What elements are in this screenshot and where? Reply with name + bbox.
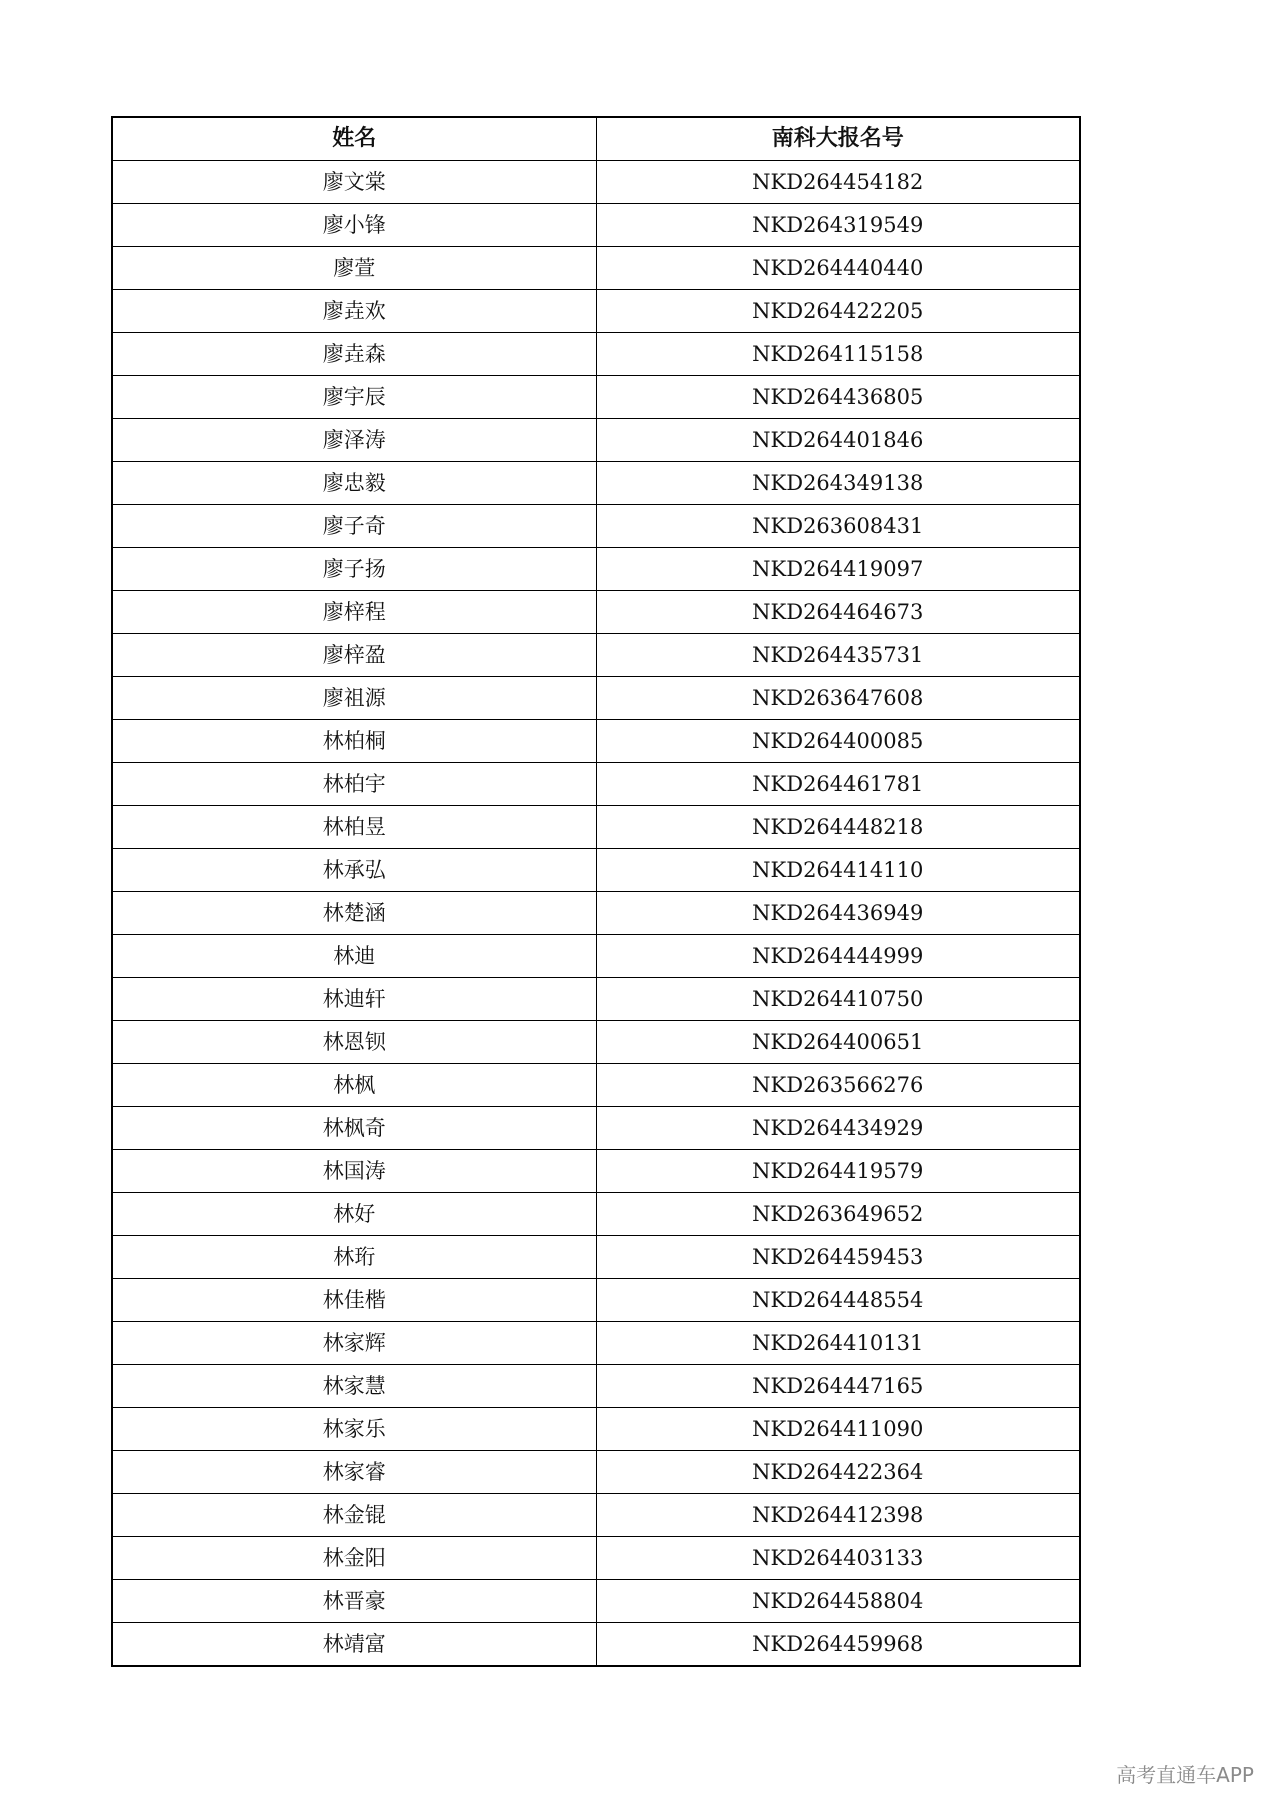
student-name-cell: 林柏桐 [112, 720, 596, 763]
student-name-cell: 林迪轩 [112, 978, 596, 1021]
application-number-cell: NKD264434929 [596, 1107, 1080, 1150]
student-name-cell: 林国涛 [112, 1150, 596, 1193]
student-name-cell: 林家辉 [112, 1322, 596, 1365]
table-row [112, 763, 1080, 806]
application-number-cell: NKD264414110 [596, 849, 1080, 892]
table-row [112, 1150, 1080, 1193]
student-name-cell: 林枫 [112, 1064, 596, 1107]
student-name-cell: 林承弘 [112, 849, 596, 892]
application-number-cell: NKD264448554 [596, 1279, 1080, 1322]
application-number-cell: NKD264440440 [596, 247, 1080, 290]
application-number-cell: NKD264419579 [596, 1150, 1080, 1193]
table-body [112, 161, 1080, 1667]
table-row [112, 548, 1080, 591]
table-row [112, 161, 1080, 204]
table-row [112, 462, 1080, 505]
student-name-cell: 廖祖源 [112, 677, 596, 720]
table-row [112, 1451, 1080, 1494]
application-number-cell: NKD264403133 [596, 1537, 1080, 1580]
table-row [112, 935, 1080, 978]
student-name-cell: 林柏昱 [112, 806, 596, 849]
table-row [112, 1623, 1080, 1667]
application-number-cell: NKD264319549 [596, 204, 1080, 247]
table-row [112, 1021, 1080, 1064]
student-name-cell: 林楚涵 [112, 892, 596, 935]
application-number-cell: NKD264115158 [596, 333, 1080, 376]
student-name-cell: 廖宇辰 [112, 376, 596, 419]
application-number-cell: NKD264435731 [596, 634, 1080, 677]
application-number-cell: NKD264400085 [596, 720, 1080, 763]
application-number-cell: NKD264464673 [596, 591, 1080, 634]
student-name-cell: 林金阳 [112, 1537, 596, 1580]
table-row [112, 978, 1080, 1021]
student-name-cell: 林珩 [112, 1236, 596, 1279]
application-number-cell: NKD264401846 [596, 419, 1080, 462]
student-name-cell: 林好 [112, 1193, 596, 1236]
column-header-name: 姓名 [112, 117, 596, 161]
table-row [112, 505, 1080, 548]
student-name-cell: 廖垚欢 [112, 290, 596, 333]
table-row [112, 1236, 1080, 1279]
table-row [112, 1494, 1080, 1537]
student-name-cell: 廖子扬 [112, 548, 596, 591]
application-number-cell: NKD264400651 [596, 1021, 1080, 1064]
table-row [112, 1193, 1080, 1236]
table-row [112, 1064, 1080, 1107]
student-name-cell: 林迪 [112, 935, 596, 978]
table-row [112, 677, 1080, 720]
application-number-cell: NKD264459968 [596, 1623, 1080, 1667]
table-row [112, 419, 1080, 462]
application-number-cell: NKD264461781 [596, 763, 1080, 806]
application-number-cell: NKD264412398 [596, 1494, 1080, 1537]
table-row [112, 849, 1080, 892]
watermark-text: 高考直通车APP [1116, 1763, 1254, 1787]
application-number-cell: NKD264454182 [596, 161, 1080, 204]
application-number-cell: NKD263647608 [596, 677, 1080, 720]
student-name-cell: 廖子奇 [112, 505, 596, 548]
table-row [112, 1408, 1080, 1451]
table-row [112, 1365, 1080, 1408]
application-number-cell: NKD264436949 [596, 892, 1080, 935]
application-number-cell: NKD264419097 [596, 548, 1080, 591]
table-row [112, 1107, 1080, 1150]
student-name-cell: 林枫奇 [112, 1107, 596, 1150]
student-name-cell: 廖忠毅 [112, 462, 596, 505]
table-row [112, 1580, 1080, 1623]
application-number-cell: NKD264458804 [596, 1580, 1080, 1623]
table-row [112, 1279, 1080, 1322]
table-row [112, 720, 1080, 763]
student-name-cell: 林家慧 [112, 1365, 596, 1408]
table-row [112, 634, 1080, 677]
student-name-cell: 林家乐 [112, 1408, 596, 1451]
student-name-cell: 林柏宇 [112, 763, 596, 806]
application-number-cell: NKD263566276 [596, 1064, 1080, 1107]
student-name-cell: 林靖富 [112, 1623, 596, 1667]
student-name-cell: 廖梓盈 [112, 634, 596, 677]
application-number-cell: NKD264422205 [596, 290, 1080, 333]
application-number-cell: NKD264436805 [596, 376, 1080, 419]
student-name-cell: 廖文棠 [112, 161, 596, 204]
student-name-cell: 廖梓程 [112, 591, 596, 634]
table-row [112, 1537, 1080, 1580]
table-row [112, 376, 1080, 419]
student-name-cell: 林佳楷 [112, 1279, 596, 1322]
student-name-cell: 廖泽涛 [112, 419, 596, 462]
application-number-cell: NKD264459453 [596, 1236, 1080, 1279]
table-row [112, 247, 1080, 290]
student-name-cell: 林恩钡 [112, 1021, 596, 1064]
application-number-cell: NKD264410131 [596, 1322, 1080, 1365]
application-number-cell: NKD264448218 [596, 806, 1080, 849]
table-row [112, 806, 1080, 849]
application-number-cell: NKD263608431 [596, 505, 1080, 548]
table-row [112, 591, 1080, 634]
column-header-id: 南科大报名号 [596, 117, 1080, 161]
header-row [112, 117, 1080, 161]
application-number-cell: NKD264422364 [596, 1451, 1080, 1494]
student-name-cell: 林家睿 [112, 1451, 596, 1494]
student-name-cell: 廖小锋 [112, 204, 596, 247]
table-header [112, 117, 1080, 161]
application-number-cell: NKD264349138 [596, 462, 1080, 505]
table-row [112, 892, 1080, 935]
application-number-cell: NKD264410750 [596, 978, 1080, 1021]
table-row [112, 333, 1080, 376]
student-name-cell: 廖萱 [112, 247, 596, 290]
application-number-cell: NKD264411090 [596, 1408, 1080, 1451]
table-row [112, 204, 1080, 247]
table-row [112, 290, 1080, 333]
student-name-cell: 林金锟 [112, 1494, 596, 1537]
application-number-cell: NKD264447165 [596, 1365, 1080, 1408]
admission-roster-table [111, 116, 1081, 1667]
student-name-cell: 林晋豪 [112, 1580, 596, 1623]
application-number-cell: NKD264444999 [596, 935, 1080, 978]
table-row [112, 1322, 1080, 1365]
student-name-cell: 廖垚森 [112, 333, 596, 376]
application-number-cell: NKD263649652 [596, 1193, 1080, 1236]
